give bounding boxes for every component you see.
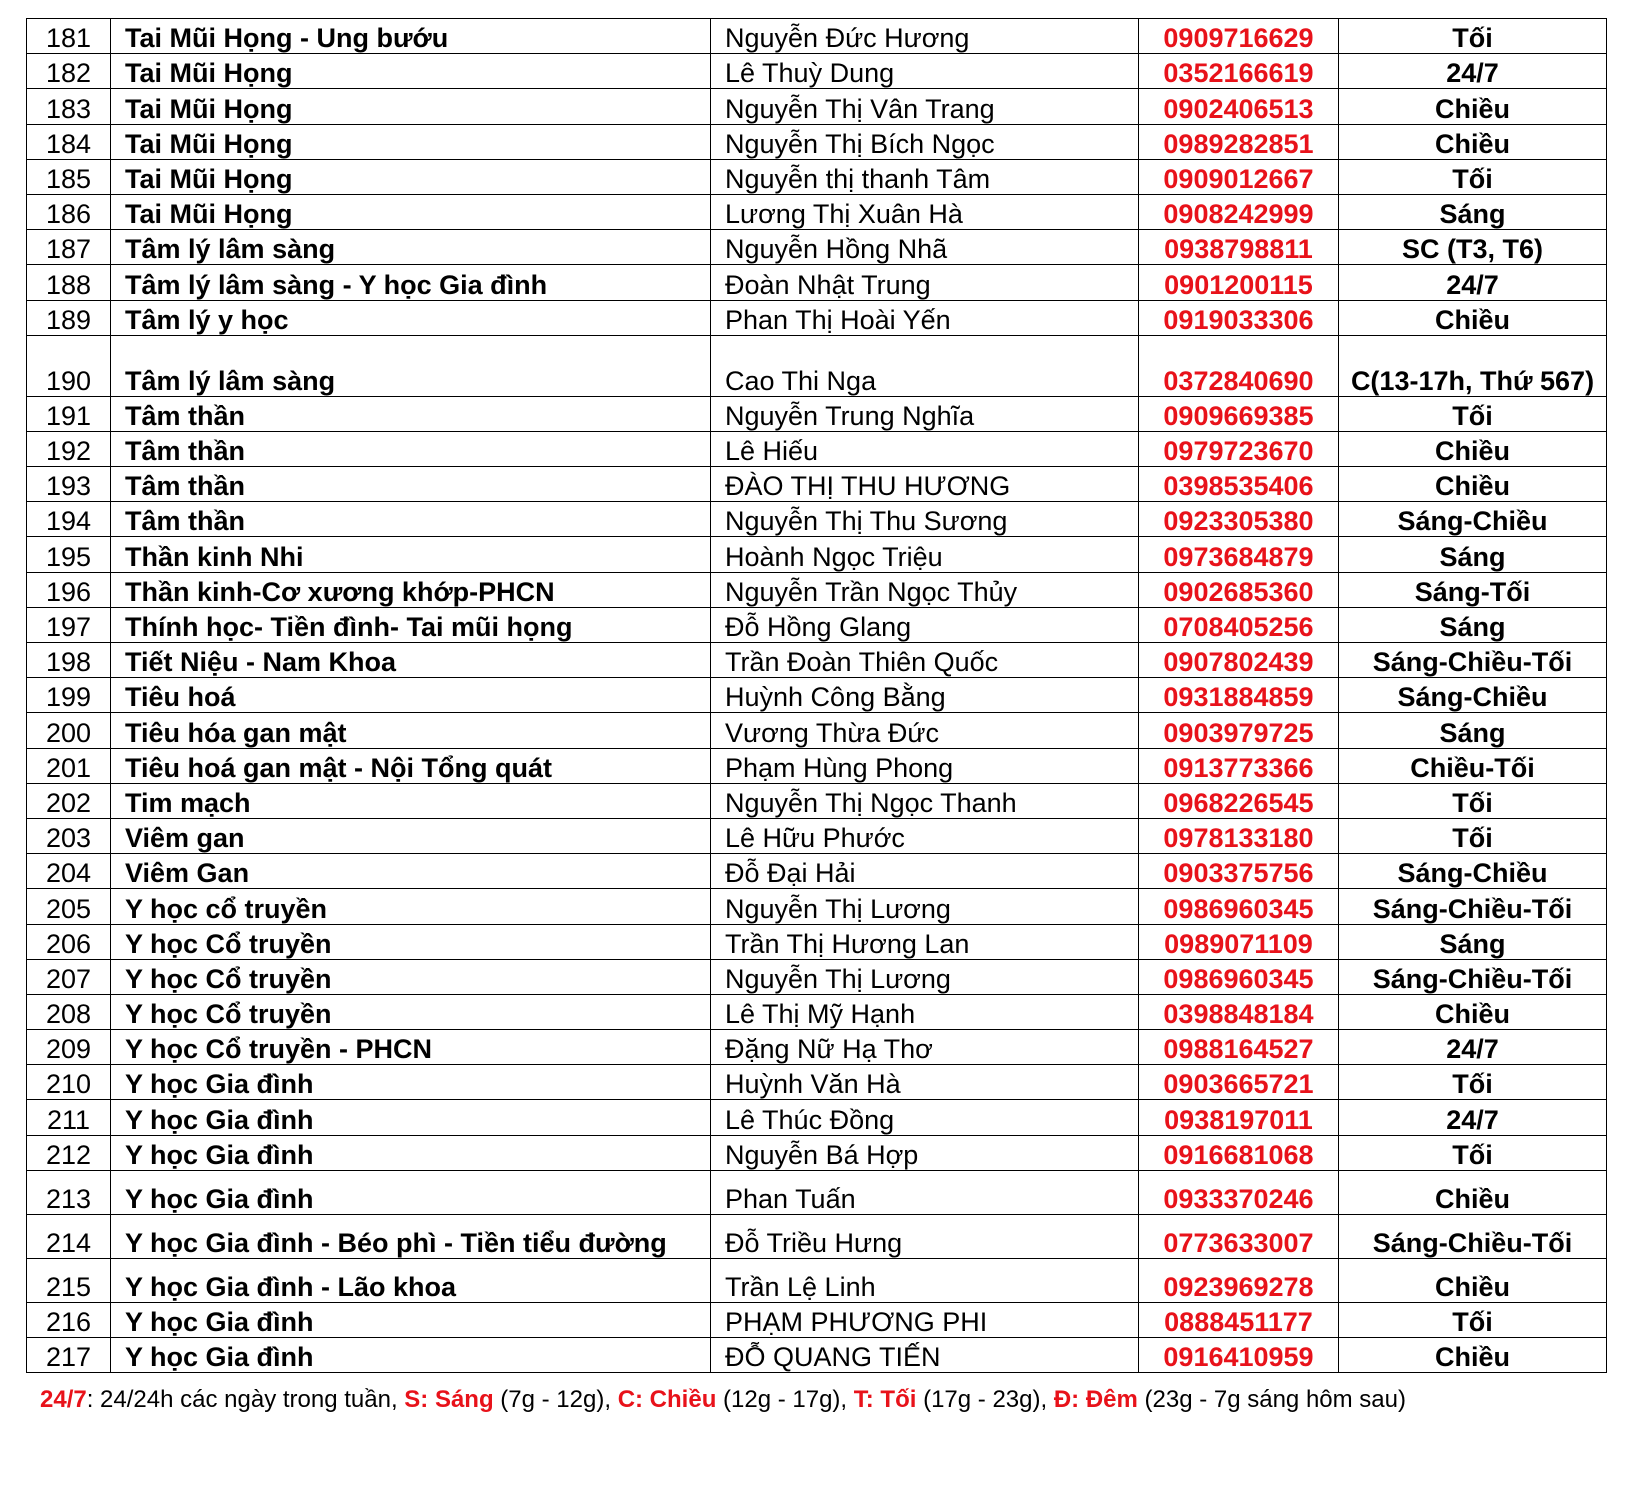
doctor-name-cell: Nguyễn Thị Thu Sương (711, 502, 1139, 537)
table-row (27, 300, 1607, 335)
row-number: 194 (27, 502, 111, 537)
doctor-name-cell: Lê Hiếu (711, 431, 1139, 466)
phone-number-cell: 0931884859 (1139, 678, 1339, 713)
doctor-name-cell: PHẠM PHƯƠNG PHI (711, 1302, 1139, 1337)
table-row (27, 502, 1607, 537)
doctor-name-cell: Nguyễn Thị Bích Ngọc (711, 124, 1139, 159)
working-hours-cell: Sáng (1339, 713, 1607, 748)
working-hours-cell: Sáng (1339, 924, 1607, 959)
doctor-name-cell: Đỗ Triều Hưng (711, 1214, 1139, 1258)
phone-number-cell: 0919033306 (1139, 300, 1339, 335)
specialty-cell: Tai Mũi Họng (111, 54, 711, 89)
specialty-cell: Tiêu hoá (111, 678, 711, 713)
table-row (27, 230, 1607, 265)
specialty-cell: Y học Gia đình (111, 1338, 711, 1373)
row-number: 214 (27, 1214, 111, 1258)
doctor-name-cell: Nguyễn Thị Vân Trang (711, 89, 1139, 124)
working-hours-cell: Sáng-Chiều-Tối (1339, 959, 1607, 994)
working-hours-cell: 24/7 (1339, 1030, 1607, 1065)
row-number: 183 (27, 89, 111, 124)
phone-number-cell: 0933370246 (1139, 1170, 1339, 1214)
working-hours-cell: Tối (1339, 19, 1607, 54)
document-page (26, 18, 1606, 1415)
specialty-cell: Tai Mũi Họng (111, 124, 711, 159)
specialty-cell: Tiết Niệu - Nam Khoa (111, 643, 711, 678)
row-number: 189 (27, 300, 111, 335)
table-row (27, 1170, 1607, 1214)
specialty-cell: Thần kinh-Cơ xương khớp-PHCN (111, 572, 711, 607)
phone-number-cell: 0986960345 (1139, 889, 1339, 924)
table-row (27, 1135, 1607, 1170)
table-row (27, 431, 1607, 466)
specialty-cell: Y học Cổ truyền - PHCN (111, 1030, 711, 1065)
doctor-name-cell: Lê Thị Mỹ Hạnh (711, 994, 1139, 1029)
working-hours-cell: Tối (1339, 1135, 1607, 1170)
doctor-table-body (27, 19, 1607, 1373)
specialty-cell: Y học Gia đình (111, 1065, 711, 1100)
doctor-name-cell: Nguyễn Trần Ngọc Thủy (711, 572, 1139, 607)
working-hours-cell: Sáng-Chiều-Tối (1339, 643, 1607, 678)
table-row (27, 572, 1607, 607)
row-number: 204 (27, 854, 111, 889)
table-row (27, 924, 1607, 959)
row-number: 190 (27, 335, 111, 396)
doctor-name-cell: Huỳnh Công Bằng (711, 678, 1139, 713)
row-number: 198 (27, 643, 111, 678)
phone-number-cell: 0908242999 (1139, 194, 1339, 229)
doctor-name-cell: Nguyễn Thị Lương (711, 959, 1139, 994)
phone-number-cell: 0923969278 (1139, 1258, 1339, 1302)
row-number: 184 (27, 124, 111, 159)
phone-number-cell: 0903665721 (1139, 1065, 1339, 1100)
specialty-cell: Tiêu hoá gan mật - Nội Tổng quát (111, 748, 711, 783)
legend-key-evening: T: Tối (853, 1386, 917, 1414)
doctor-name-cell: Đỗ Đại Hải (711, 854, 1139, 889)
row-number: 195 (27, 537, 111, 572)
table-row (27, 1302, 1607, 1337)
doctor-name-cell: Nguyễn Thị Lương (711, 889, 1139, 924)
specialty-cell: Y học Gia đình (111, 1170, 711, 1214)
phone-number-cell: 0988164527 (1139, 1030, 1339, 1065)
row-number: 216 (27, 1302, 111, 1337)
table-row (27, 854, 1607, 889)
table-row (27, 194, 1607, 229)
row-number: 182 (27, 54, 111, 89)
phone-number-cell: 0902406513 (1139, 89, 1339, 124)
table-row (27, 54, 1607, 89)
working-hours-cell: Chiều (1339, 1258, 1607, 1302)
table-row (27, 783, 1607, 818)
row-number: 196 (27, 572, 111, 607)
working-hours-cell: Sáng-Tối (1339, 572, 1607, 607)
doctor-name-cell: Lê Thuỳ Dung (711, 54, 1139, 89)
row-number: 203 (27, 818, 111, 853)
working-hours-cell: C(13-17h, Thứ 567) (1339, 335, 1607, 396)
working-hours-cell: 24/7 (1339, 265, 1607, 300)
specialty-cell: Y học Cổ truyền (111, 924, 711, 959)
working-hours-cell: Sáng (1339, 194, 1607, 229)
doctor-name-cell: ĐÀO THỊ THU HƯƠNG (711, 467, 1139, 502)
row-number: 192 (27, 431, 111, 466)
specialty-cell: Tai Mũi Họng (111, 89, 711, 124)
doctor-name-cell: Đỗ Hồng Glang (711, 607, 1139, 642)
specialty-cell: Y học Gia đình - Lão khoa (111, 1258, 711, 1302)
row-number: 209 (27, 1030, 111, 1065)
working-hours-cell: Sáng (1339, 537, 1607, 572)
row-number: 181 (27, 19, 111, 54)
phone-number-cell: 0888451177 (1139, 1302, 1339, 1337)
phone-number-cell: 0973684879 (1139, 537, 1339, 572)
working-hours-cell: Sáng-Chiều (1339, 678, 1607, 713)
working-hours-cell: Sáng (1339, 607, 1607, 642)
phone-number-cell: 0979723670 (1139, 431, 1339, 466)
legend-text-morning: (7g - 12g), (493, 1386, 618, 1414)
table-row (27, 889, 1607, 924)
doctor-name-cell: Trần Lệ Linh (711, 1258, 1139, 1302)
table-row (27, 467, 1607, 502)
doctor-name-cell: Lê Hữu Phước (711, 818, 1139, 853)
legend-key-24-7: 24/7 (40, 1386, 87, 1414)
working-hours-cell: Tối (1339, 1302, 1607, 1337)
doctor-name-cell: Đặng Nữ Hạ Thơ (711, 1030, 1139, 1065)
specialty-cell: Tai Mũi Họng - Ung bướu (111, 19, 711, 54)
working-hours-cell: Tối (1339, 159, 1607, 194)
legend-text-evening: (17g - 23g), (916, 1386, 1054, 1414)
doctor-name-cell: Lương Thị Xuân Hà (711, 194, 1139, 229)
specialty-cell: Tâm thần (111, 431, 711, 466)
specialty-cell: Y học Gia đình - Béo phì - Tiền tiểu đường (111, 1214, 711, 1258)
doctor-name-cell: Huỳnh Văn Hà (711, 1065, 1139, 1100)
doctor-name-cell: Phạm Hùng Phong (711, 748, 1139, 783)
phone-number-cell: 0773633007 (1139, 1214, 1339, 1258)
doctor-name-cell: Đoàn Nhật Trung (711, 265, 1139, 300)
doctor-name-cell: Phan Thị Hoài Yến (711, 300, 1139, 335)
phone-number-cell: 0938798811 (1139, 230, 1339, 265)
row-number: 206 (27, 924, 111, 959)
phone-number-cell: 0902685360 (1139, 572, 1339, 607)
phone-number-cell: 0938197011 (1139, 1100, 1339, 1135)
specialty-cell: Tâm lý lâm sàng (111, 335, 711, 396)
phone-number-cell: 0989071109 (1139, 924, 1339, 959)
specialty-cell: Tâm lý lâm sàng - Y học Gia đình (111, 265, 711, 300)
row-number: 205 (27, 889, 111, 924)
doctor-name-cell: Trần Thị Hương Lan (711, 924, 1139, 959)
working-hours-cell: 24/7 (1339, 54, 1607, 89)
specialty-cell: Y học Cổ truyền (111, 994, 711, 1029)
working-hours-cell: Chiều (1339, 431, 1607, 466)
table-row (27, 335, 1607, 396)
specialty-cell: Tiêu hóa gan mật (111, 713, 711, 748)
doctor-name-cell: Trần Đoàn Thiên Quốc (711, 643, 1139, 678)
working-hours-cell: Sáng-Chiều-Tối (1339, 889, 1607, 924)
legend-text-night: (23g - 7g sáng hôm sau) (1137, 1386, 1406, 1414)
phone-number-cell: 0907802439 (1139, 643, 1339, 678)
doctor-name-cell: ĐỖ QUANG TIẾN (711, 1338, 1139, 1373)
phone-number-cell: 0708405256 (1139, 607, 1339, 642)
working-hours-cell: Tối (1339, 783, 1607, 818)
doctor-name-cell: Lê Thúc Đồng (711, 1100, 1139, 1135)
table-row (27, 643, 1607, 678)
working-hours-cell: Chiều (1339, 1170, 1607, 1214)
table-row (27, 818, 1607, 853)
doctor-name-cell: Nguyễn Trung Nghĩa (711, 396, 1139, 431)
row-number: 210 (27, 1065, 111, 1100)
working-hours-cell: Sáng-Chiều (1339, 854, 1607, 889)
specialty-cell: Viêm Gan (111, 854, 711, 889)
table-row (27, 678, 1607, 713)
phone-number-cell: 0398848184 (1139, 994, 1339, 1029)
phone-number-cell: 0916410959 (1139, 1338, 1339, 1373)
table-row (27, 1100, 1607, 1135)
specialty-cell: Tâm lý lâm sàng (111, 230, 711, 265)
working-hours-cell: Chiều (1339, 994, 1607, 1029)
specialty-cell: Y học Cổ truyền (111, 959, 711, 994)
table-row (27, 713, 1607, 748)
table-row (27, 265, 1607, 300)
row-number: 208 (27, 994, 111, 1029)
specialty-cell: Y học cổ truyền (111, 889, 711, 924)
table-row (27, 537, 1607, 572)
phone-number-cell: 0913773366 (1139, 748, 1339, 783)
table-row (27, 1258, 1607, 1302)
legend-footnote (26, 1385, 1606, 1415)
table-row (27, 959, 1607, 994)
legend-key-night: Đ: Đêm (1053, 1386, 1138, 1414)
working-hours-cell: Chiều-Tối (1339, 748, 1607, 783)
doctor-name-cell: Hoành Ngọc Triệu (711, 537, 1139, 572)
doctor-name-cell: Nguyễn Hồng Nhã (711, 230, 1139, 265)
table-row (27, 19, 1607, 54)
specialty-cell: Thần kinh Nhi (111, 537, 711, 572)
table-row (27, 994, 1607, 1029)
row-number: 202 (27, 783, 111, 818)
specialty-cell: Y học Gia đình (111, 1302, 711, 1337)
working-hours-cell: Tối (1339, 818, 1607, 853)
table-row (27, 1338, 1607, 1373)
specialty-cell: Tim mạch (111, 783, 711, 818)
phone-number-cell: 0909716629 (1139, 19, 1339, 54)
row-number: 215 (27, 1258, 111, 1302)
working-hours-cell: Chiều (1339, 300, 1607, 335)
row-number: 197 (27, 607, 111, 642)
doctor-name-cell: Vương Thừa Đức (711, 713, 1139, 748)
phone-number-cell: 0398535406 (1139, 467, 1339, 502)
working-hours-cell: Tối (1339, 1065, 1607, 1100)
specialty-cell: Tâm lý y học (111, 300, 711, 335)
specialty-cell: Tai Mũi Họng (111, 194, 711, 229)
doctor-table (26, 18, 1607, 1373)
working-hours-cell: Chiều (1339, 1338, 1607, 1373)
phone-number-cell: 0989282851 (1139, 124, 1339, 159)
phone-number-cell: 0986960345 (1139, 959, 1339, 994)
table-row (27, 748, 1607, 783)
working-hours-cell: Sáng-Chiều-Tối (1339, 1214, 1607, 1258)
working-hours-cell: Tối (1339, 396, 1607, 431)
phone-number-cell: 0968226545 (1139, 783, 1339, 818)
phone-number-cell: 0978133180 (1139, 818, 1339, 853)
phone-number-cell: 0916681068 (1139, 1135, 1339, 1170)
doctor-name-cell: Nguyễn Bá Hợp (711, 1135, 1139, 1170)
specialty-cell: Tai Mũi Họng (111, 159, 711, 194)
phone-number-cell: 0909669385 (1139, 396, 1339, 431)
phone-number-cell: 0903979725 (1139, 713, 1339, 748)
table-row (27, 124, 1607, 159)
row-number: 186 (27, 194, 111, 229)
doctor-name-cell: Cao Thi Nga (711, 335, 1139, 396)
table-row (27, 1214, 1607, 1258)
row-number: 200 (27, 713, 111, 748)
phone-number-cell: 0923305380 (1139, 502, 1339, 537)
specialty-cell: Tâm thần (111, 396, 711, 431)
phone-number-cell: 0901200115 (1139, 265, 1339, 300)
row-number: 201 (27, 748, 111, 783)
legend-key-morning: S: Sáng (404, 1386, 494, 1414)
table-row (27, 89, 1607, 124)
specialty-cell: Y học Gia đình (111, 1100, 711, 1135)
row-number: 193 (27, 467, 111, 502)
doctor-name-cell: Phan Tuấn (711, 1170, 1139, 1214)
legend-text-afternoon: (12g - 17g), (716, 1386, 854, 1414)
legend-key-afternoon: C: Chiều (617, 1386, 717, 1414)
phone-number-cell: 0372840690 (1139, 335, 1339, 396)
row-number: 188 (27, 265, 111, 300)
working-hours-cell: Chiều (1339, 467, 1607, 502)
row-number: 187 (27, 230, 111, 265)
row-number: 212 (27, 1135, 111, 1170)
row-number: 207 (27, 959, 111, 994)
table-row (27, 159, 1607, 194)
working-hours-cell: Sáng-Chiều (1339, 502, 1607, 537)
doctor-name-cell: Nguyễn thị thanh Tâm (711, 159, 1139, 194)
working-hours-cell: 24/7 (1339, 1100, 1607, 1135)
legend-text-24-7: : 24/24h các ngày trong tuần, (86, 1386, 405, 1414)
specialty-cell: Y học Gia đình (111, 1135, 711, 1170)
working-hours-cell: SC (T3, T6) (1339, 230, 1607, 265)
row-number: 191 (27, 396, 111, 431)
doctor-name-cell: Nguyễn Đức Hương (711, 19, 1139, 54)
specialty-cell: Tâm thần (111, 467, 711, 502)
table-row (27, 1065, 1607, 1100)
working-hours-cell: Chiều (1339, 124, 1607, 159)
row-number: 213 (27, 1170, 111, 1214)
row-number: 217 (27, 1338, 111, 1373)
doctor-name-cell: Nguyễn Thị Ngọc Thanh (711, 783, 1139, 818)
table-row (27, 396, 1607, 431)
phone-number-cell: 0903375756 (1139, 854, 1339, 889)
row-number: 185 (27, 159, 111, 194)
phone-number-cell: 0909012667 (1139, 159, 1339, 194)
table-row (27, 607, 1607, 642)
specialty-cell: Viêm gan (111, 818, 711, 853)
specialty-cell: Thính học- Tiền đình- Tai mũi họng (111, 607, 711, 642)
row-number: 199 (27, 678, 111, 713)
table-row (27, 1030, 1607, 1065)
specialty-cell: Tâm thần (111, 502, 711, 537)
working-hours-cell: Chiều (1339, 89, 1607, 124)
phone-number-cell: 0352166619 (1139, 54, 1339, 89)
row-number: 211 (27, 1100, 111, 1135)
